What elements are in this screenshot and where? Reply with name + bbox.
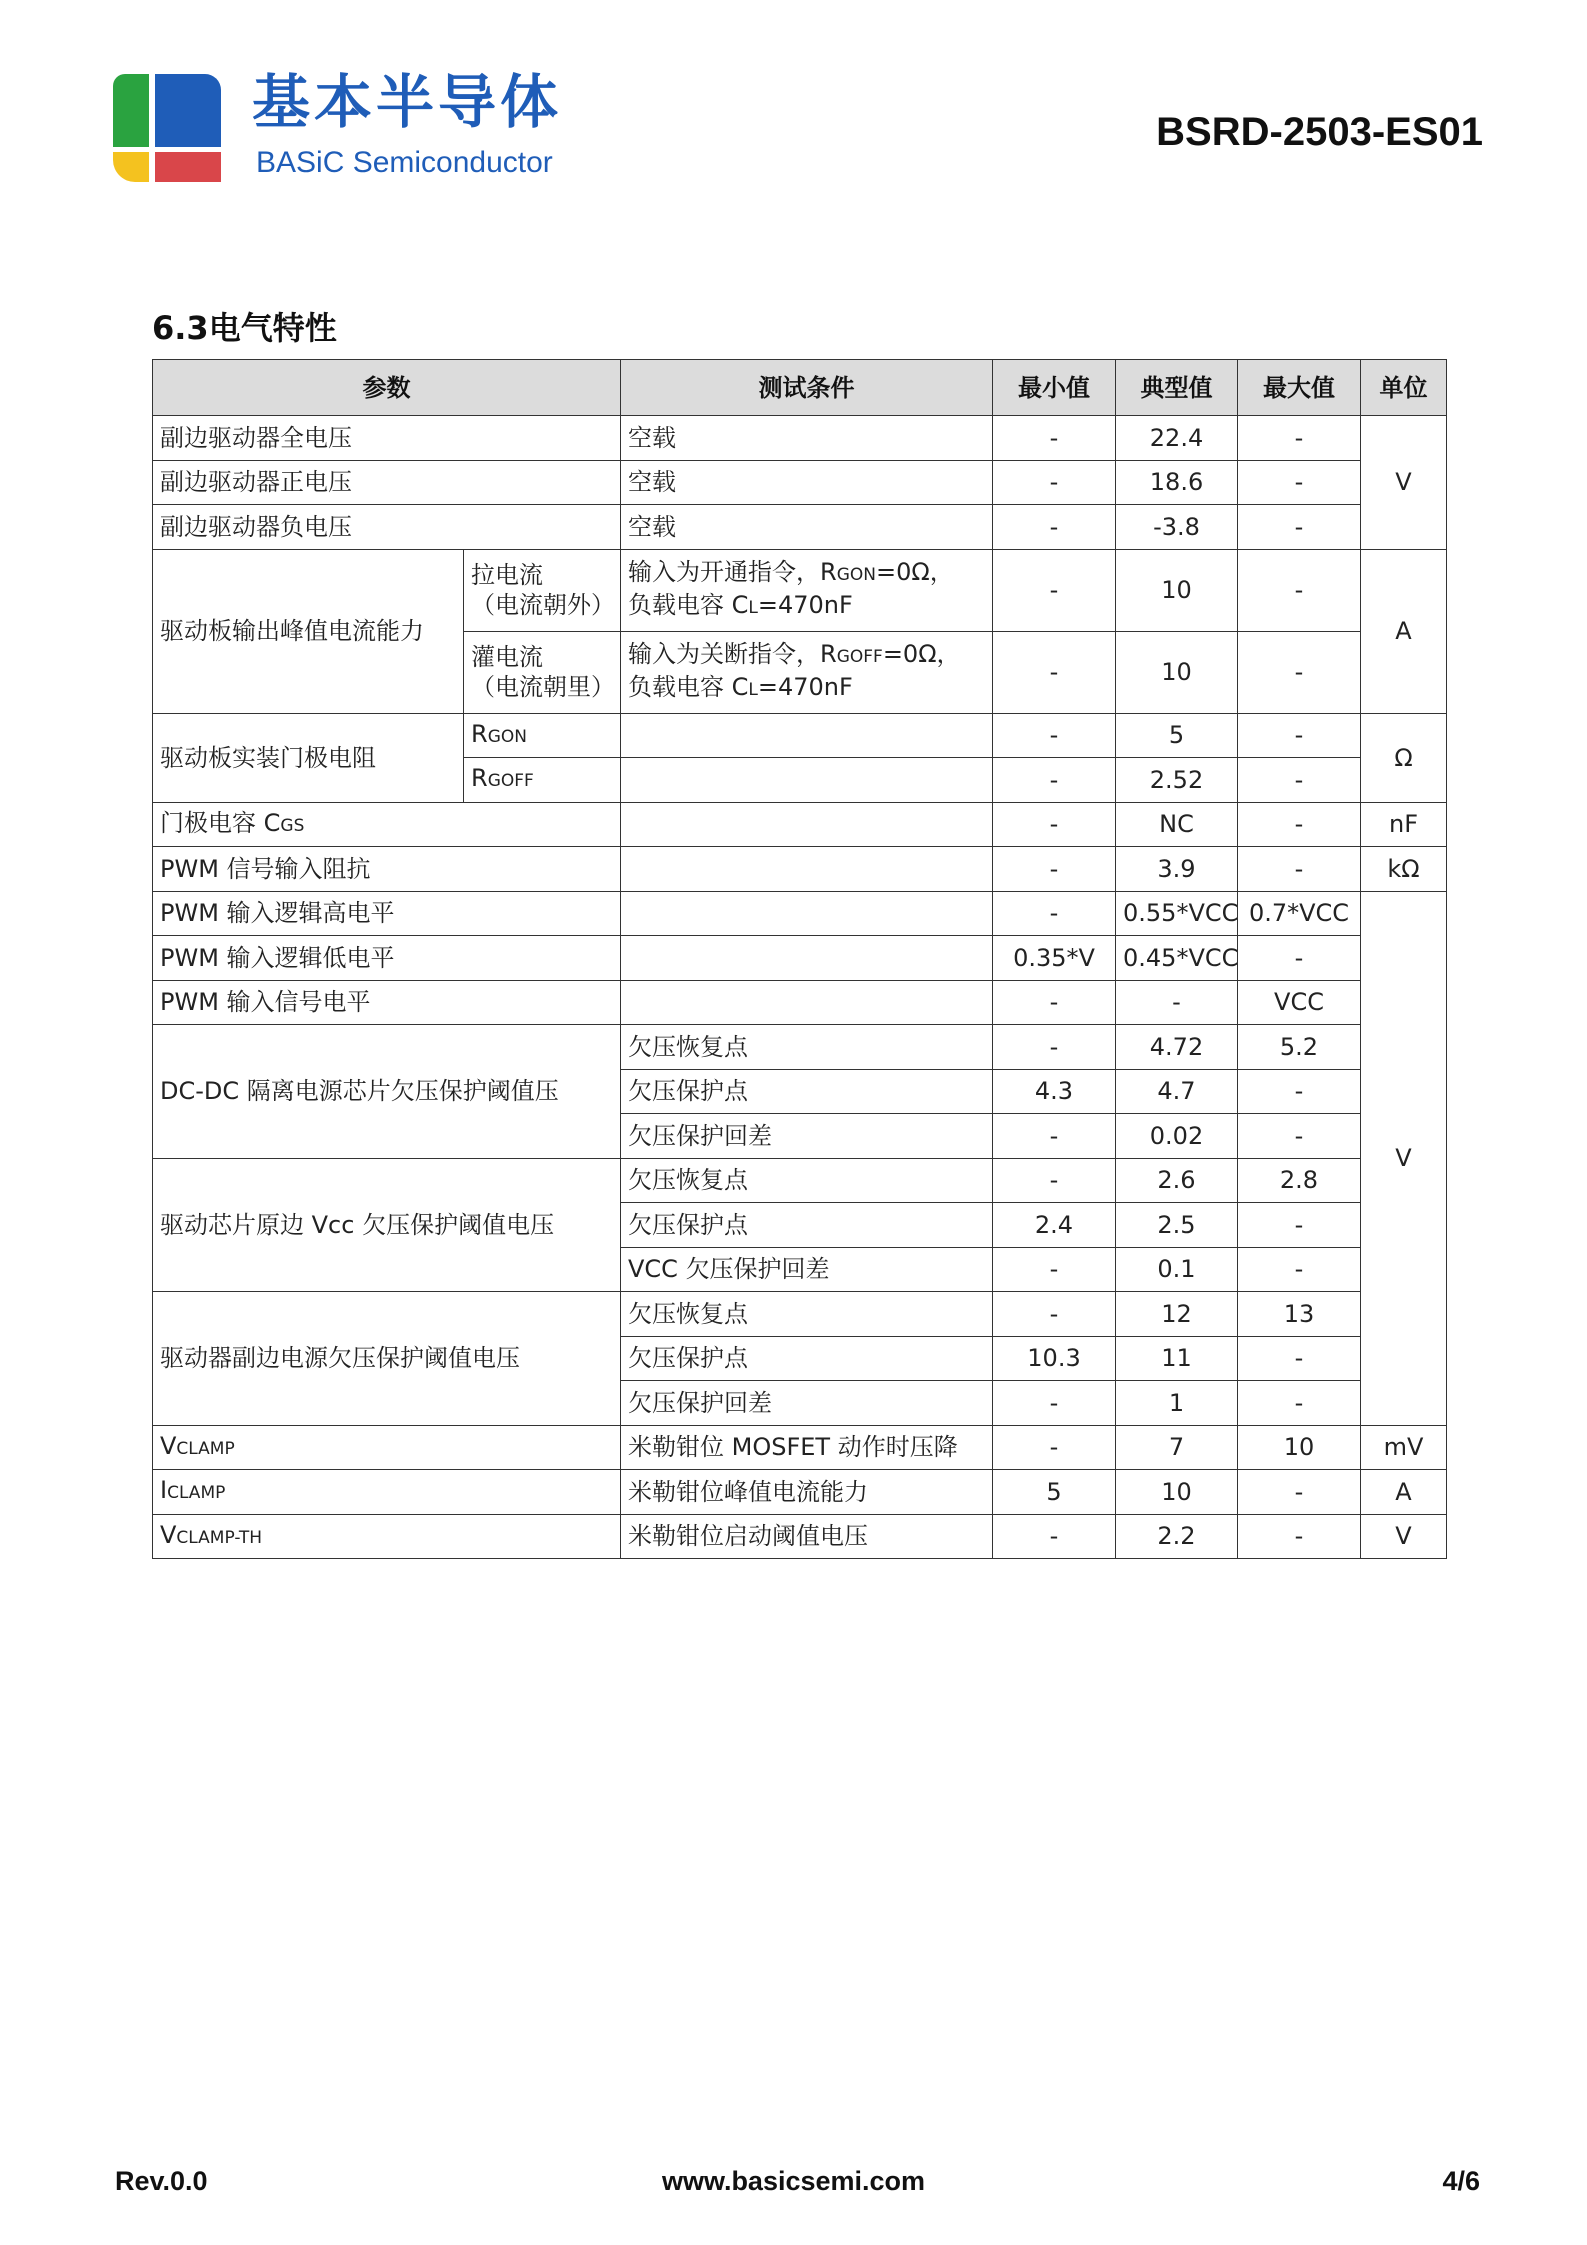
typ-cell: 1 bbox=[1116, 1381, 1238, 1426]
condition-cell: VCC 欠压保护回差 bbox=[621, 1247, 993, 1292]
condition-cap-sub: L bbox=[748, 598, 758, 618]
condition-cell bbox=[621, 980, 993, 1025]
max-cell: - bbox=[1238, 802, 1361, 847]
brand-name-cn: 基本半导体 bbox=[252, 68, 563, 136]
condition-line2: 负载电容 C bbox=[628, 673, 749, 701]
logo-yellow-block bbox=[113, 152, 149, 182]
max-cell: 10 bbox=[1238, 1425, 1361, 1470]
condition-cell bbox=[621, 631, 993, 713]
max-cell: - bbox=[1238, 1336, 1361, 1381]
typ-cell: 4.72 bbox=[1116, 1025, 1238, 1070]
condition-cell: 米勒钳位 MOSFET 动作时压降 bbox=[621, 1425, 993, 1470]
max-cell: 2.8 bbox=[1238, 1158, 1361, 1203]
typ-cell: -3.8 bbox=[1116, 505, 1238, 550]
param-cell bbox=[153, 1425, 621, 1470]
typ-cell: 11 bbox=[1116, 1336, 1238, 1381]
typ-cell: 22.4 bbox=[1116, 416, 1238, 461]
param-cell: PWM 输入逻辑高电平 bbox=[153, 891, 621, 936]
document-id: BSRD-2503-ES01 bbox=[1156, 110, 1483, 154]
condition-cell: 米勒钳位启动阈值电压 bbox=[621, 1514, 993, 1559]
min-cell: - bbox=[993, 891, 1116, 936]
electrical-characteristics-table bbox=[152, 359, 1447, 1559]
condition-line2: 负载电容 C bbox=[628, 591, 749, 619]
max-cell: - bbox=[1238, 1470, 1361, 1515]
min-cell: - bbox=[993, 758, 1116, 803]
min-cell: - bbox=[993, 1158, 1116, 1203]
condition-cell: 欠压保护点 bbox=[621, 1069, 993, 1114]
table-row bbox=[153, 936, 1447, 981]
unit-cell: nF bbox=[1361, 802, 1447, 847]
max-cell: - bbox=[1238, 713, 1361, 758]
sub-param-label: 灌电流 bbox=[471, 643, 543, 671]
brand-name-en: BASiC Semiconductor bbox=[256, 146, 553, 179]
unit-cell: V bbox=[1361, 416, 1447, 550]
param-cell: 驱动板输出峰值电流能力 bbox=[153, 549, 464, 713]
min-cell: - bbox=[993, 847, 1116, 892]
typ-cell: 18.6 bbox=[1116, 460, 1238, 505]
sub-param-label: R bbox=[471, 764, 488, 793]
table-row bbox=[153, 1158, 1447, 1203]
table-row bbox=[153, 460, 1447, 505]
unit-cell: V bbox=[1361, 1514, 1447, 1559]
condition-cell bbox=[621, 713, 993, 758]
condition-cell: 空载 bbox=[621, 416, 993, 461]
condition-r: R bbox=[820, 640, 837, 668]
max-cell: - bbox=[1238, 847, 1361, 892]
typ-cell: 5 bbox=[1116, 713, 1238, 758]
param-cell: 驱动板实装门极电阻 bbox=[153, 713, 464, 802]
typ-cell: 2.5 bbox=[1116, 1203, 1238, 1248]
condition-cell: 欠压恢复点 bbox=[621, 1025, 993, 1070]
table-row bbox=[153, 1425, 1447, 1470]
table-row bbox=[153, 847, 1447, 892]
condition-cell: 欠压保护点 bbox=[621, 1336, 993, 1381]
param-cell bbox=[153, 802, 621, 847]
typ-cell: 7 bbox=[1116, 1425, 1238, 1470]
company-logo bbox=[113, 74, 221, 182]
max-cell: - bbox=[1238, 1203, 1361, 1248]
condition-r-sub: GOFF bbox=[836, 647, 883, 667]
max-cell: 0.7*VCC bbox=[1238, 891, 1361, 936]
param-cell: 副边驱动器全电压 bbox=[153, 416, 621, 461]
min-cell: - bbox=[993, 1247, 1116, 1292]
condition-cell: 欠压恢复点 bbox=[621, 1292, 993, 1337]
condition-cap-value: =470nF bbox=[757, 673, 853, 701]
typ-cell: 4.7 bbox=[1116, 1069, 1238, 1114]
min-cell: - bbox=[993, 980, 1116, 1025]
sub-param-subscript: GOFF bbox=[487, 771, 534, 792]
sub-param-cell bbox=[464, 549, 621, 631]
condition-cell: 欠压保护回差 bbox=[621, 1114, 993, 1159]
max-cell: 5.2 bbox=[1238, 1025, 1361, 1070]
sub-param-label: 拉电流 bbox=[471, 561, 543, 589]
condition-cell: 空载 bbox=[621, 460, 993, 505]
logo-red-block bbox=[155, 152, 221, 182]
min-cell: - bbox=[993, 1292, 1116, 1337]
revision-label: Rev.0.0 bbox=[115, 2166, 208, 2196]
condition-cell: 欠压保护回差 bbox=[621, 1381, 993, 1426]
unit-cell: mV bbox=[1361, 1425, 1447, 1470]
sub-param-cell bbox=[464, 758, 621, 803]
param-cell bbox=[153, 1470, 621, 1515]
condition-cell bbox=[621, 758, 993, 803]
max-cell: - bbox=[1238, 416, 1361, 461]
condition-r-sub: GON bbox=[836, 565, 876, 585]
param-label: 门极电容 C bbox=[160, 808, 281, 837]
table-row bbox=[153, 713, 1447, 758]
typ-cell: 10 bbox=[1116, 549, 1238, 631]
param-cell: PWM 输入逻辑低电平 bbox=[153, 936, 621, 981]
sub-param-cell bbox=[464, 713, 621, 758]
param-subscript: CLAMP bbox=[176, 1438, 235, 1459]
param-cell: 副边驱动器负电压 bbox=[153, 505, 621, 550]
unit-cell: V bbox=[1361, 891, 1447, 1425]
condition-cell bbox=[621, 802, 993, 847]
table-row bbox=[153, 416, 1447, 461]
typ-cell: NC bbox=[1116, 802, 1238, 847]
typ-cell: 2.6 bbox=[1116, 1158, 1238, 1203]
sub-param-note: （电流朝外） bbox=[471, 591, 615, 619]
typ-cell: 2.2 bbox=[1116, 1514, 1238, 1559]
condition-r-value: =0Ω， bbox=[875, 558, 954, 586]
min-cell: 0.35*V bbox=[993, 936, 1116, 981]
unit-cell: Ω bbox=[1361, 713, 1447, 802]
logo-green-block bbox=[113, 74, 149, 147]
header-condition: 测试条件 bbox=[621, 360, 993, 416]
min-cell: - bbox=[993, 802, 1116, 847]
section-title: 6.3电气特性 bbox=[152, 309, 337, 347]
min-cell: - bbox=[993, 549, 1116, 631]
condition-cell: 欠压保护点 bbox=[621, 1203, 993, 1248]
typ-cell: 10 bbox=[1116, 1470, 1238, 1515]
condition-r: R bbox=[820, 558, 837, 586]
table-row bbox=[153, 1470, 1447, 1515]
min-cell: - bbox=[993, 1025, 1116, 1070]
param-cell: 副边驱动器正电压 bbox=[153, 460, 621, 505]
condition-cell bbox=[621, 891, 993, 936]
max-cell: - bbox=[1238, 460, 1361, 505]
param-label: V bbox=[160, 1520, 177, 1549]
condition-cell: 空载 bbox=[621, 505, 993, 550]
table-row bbox=[153, 1025, 1447, 1070]
header-unit: 单位 bbox=[1361, 360, 1447, 416]
header-max: 最大值 bbox=[1238, 360, 1361, 416]
typ-cell: 2.52 bbox=[1116, 758, 1238, 803]
sub-param-label: R bbox=[471, 719, 488, 748]
min-cell: 10.3 bbox=[993, 1336, 1116, 1381]
table-row bbox=[153, 1292, 1447, 1337]
param-cell bbox=[153, 1514, 621, 1559]
table-row bbox=[153, 549, 1447, 631]
logo-blue-block bbox=[155, 74, 221, 147]
typ-cell: 0.45*VCC bbox=[1116, 936, 1238, 981]
min-cell: - bbox=[993, 505, 1116, 550]
min-cell: 5 bbox=[993, 1470, 1116, 1515]
param-cell: DC-DC 隔离电源芯片欠压保护阈值压 bbox=[153, 1025, 621, 1159]
param-cell: PWM 输入信号电平 bbox=[153, 980, 621, 1025]
unit-cell: A bbox=[1361, 1470, 1447, 1515]
min-cell: - bbox=[993, 631, 1116, 713]
max-cell: VCC bbox=[1238, 980, 1361, 1025]
param-label: V bbox=[160, 1431, 177, 1460]
typ-cell: 0.55*VCC bbox=[1116, 891, 1238, 936]
typ-cell: - bbox=[1116, 980, 1238, 1025]
sub-param-subscript: GON bbox=[487, 726, 527, 747]
typ-cell: 3.9 bbox=[1116, 847, 1238, 892]
typ-cell: 0.02 bbox=[1116, 1114, 1238, 1159]
table-row bbox=[153, 980, 1447, 1025]
min-cell: - bbox=[993, 1114, 1116, 1159]
min-cell: - bbox=[993, 416, 1116, 461]
min-cell: - bbox=[993, 1514, 1116, 1559]
param-cell: PWM 信号输入阻抗 bbox=[153, 847, 621, 892]
sub-param-note: （电流朝里） bbox=[471, 673, 615, 701]
max-cell: - bbox=[1238, 1381, 1361, 1426]
max-cell: - bbox=[1238, 1069, 1361, 1114]
condition-r-value: =0Ω， bbox=[882, 640, 961, 668]
max-cell: - bbox=[1238, 936, 1361, 981]
table-row bbox=[153, 891, 1447, 936]
param-subscript: GS bbox=[280, 815, 305, 836]
sub-param-cell bbox=[464, 631, 621, 713]
max-cell: - bbox=[1238, 1247, 1361, 1292]
website-label: www.basicsemi.com bbox=[661, 2166, 926, 2196]
max-cell: - bbox=[1238, 1514, 1361, 1559]
min-cell: 4.3 bbox=[993, 1069, 1116, 1114]
max-cell: - bbox=[1238, 505, 1361, 550]
table-row bbox=[153, 1514, 1447, 1559]
header-typ: 典型值 bbox=[1116, 360, 1238, 416]
unit-cell: kΩ bbox=[1361, 847, 1447, 892]
table-row bbox=[153, 505, 1447, 550]
condition-cap-sub: L bbox=[748, 680, 758, 700]
max-cell: 13 bbox=[1238, 1292, 1361, 1337]
min-cell: - bbox=[993, 713, 1116, 758]
param-label: I bbox=[160, 1476, 168, 1505]
typ-cell: 12 bbox=[1116, 1292, 1238, 1337]
condition-cap-value: =470nF bbox=[757, 591, 853, 619]
min-cell: - bbox=[993, 1381, 1116, 1426]
condition-cell: 欠压恢复点 bbox=[621, 1158, 993, 1203]
header-param: 参数 bbox=[153, 360, 621, 416]
param-cell: 驱动器副边电源欠压保护阈值电压 bbox=[153, 1292, 621, 1426]
max-cell: - bbox=[1238, 549, 1361, 631]
condition-cell bbox=[621, 847, 993, 892]
max-cell: - bbox=[1238, 631, 1361, 713]
param-cell: 驱动芯片原边 Vcc 欠压保护阈值电压 bbox=[153, 1158, 621, 1292]
param-subscript: CLAMP-TH bbox=[176, 1527, 263, 1548]
condition-cell bbox=[621, 549, 993, 631]
condition-cell bbox=[621, 936, 993, 981]
header-min: 最小值 bbox=[993, 360, 1116, 416]
param-subscript: CLAMP bbox=[167, 1483, 226, 1504]
typ-cell: 10 bbox=[1116, 631, 1238, 713]
min-cell: 2.4 bbox=[993, 1203, 1116, 1248]
typ-cell: 0.1 bbox=[1116, 1247, 1238, 1292]
max-cell: - bbox=[1238, 1114, 1361, 1159]
condition-line1: 输入为关断指令， bbox=[628, 640, 820, 668]
min-cell: - bbox=[993, 1425, 1116, 1470]
condition-cell: 米勒钳位峰值电流能力 bbox=[621, 1470, 993, 1515]
table-row bbox=[153, 802, 1447, 847]
condition-line1: 输入为开通指令， bbox=[628, 558, 820, 586]
unit-cell: A bbox=[1361, 549, 1447, 713]
page-number: 4/6 bbox=[1442, 2166, 1480, 2196]
min-cell: - bbox=[993, 460, 1116, 505]
max-cell: - bbox=[1238, 758, 1361, 803]
table-header-row bbox=[153, 360, 1447, 416]
